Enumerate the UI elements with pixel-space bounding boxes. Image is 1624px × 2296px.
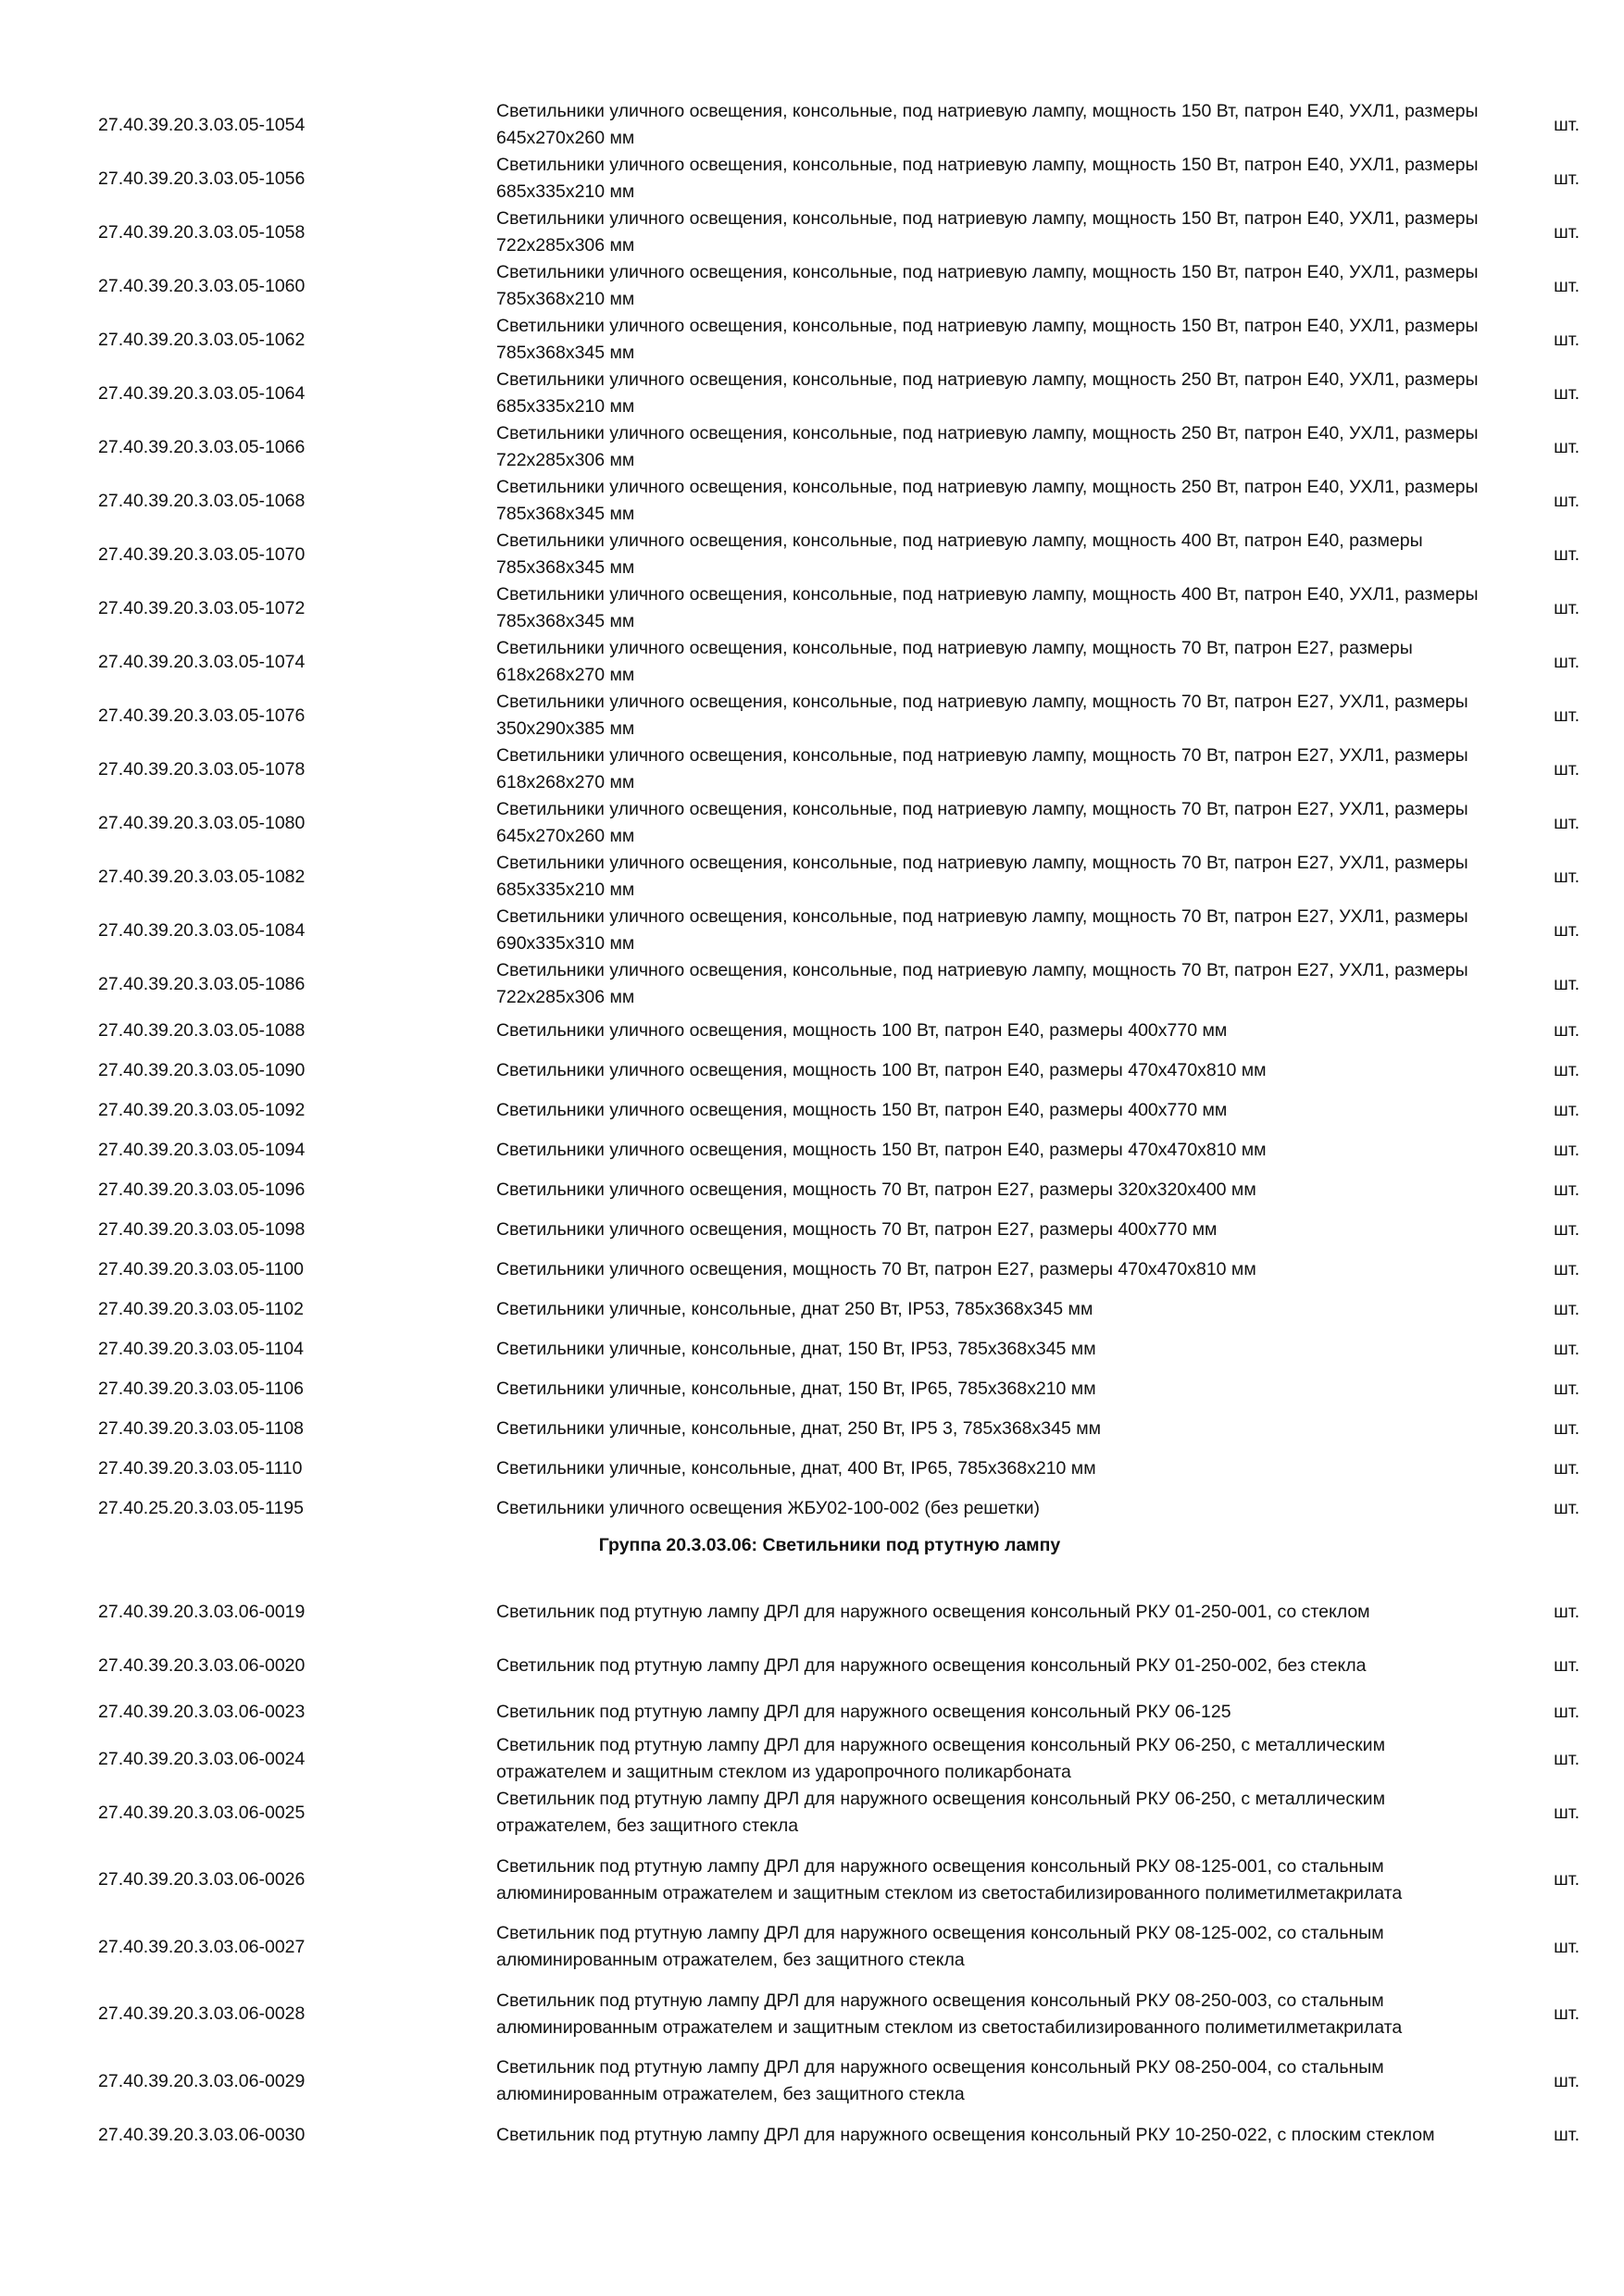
item-code: 27.40.39.20.3.03.05-1074 — [98, 651, 306, 672]
item-unit: шт. — [1554, 329, 1580, 350]
item-unit: шт. — [1554, 1179, 1580, 1200]
item-name: Светильники уличного освещения, консольные, под натриевую лампу, мощность 70 Вт, патрон Е27, УХЛ1, размеры 645х270х260 мм — [496, 799, 1468, 846]
table-row — [89, 1250, 1585, 1290]
item-code: 27.40.39.20.3.03.05-1068 — [98, 490, 306, 511]
item-unit: шт. — [1554, 1936, 1580, 1957]
table-row — [89, 2108, 1585, 2162]
item-name: Светильники уличного освещения, консольные, под натриевую лампу, мощность 250 Вт, патрон Е40, УХЛ1, размеры 722х285х306 мм — [496, 423, 1479, 470]
items-table-group-06 — [89, 1585, 1585, 2162]
table-row — [89, 1409, 1585, 1449]
table-row — [89, 1011, 1585, 1051]
item-name: Светильник под ртутную лампу ДРЛ для наружного освещения консольный РКУ 08-125-001, со стальным алюминированным отражателем и защитным стеклом из светостабилизированного полиметилметакрилата — [496, 1855, 1403, 1903]
item-code: 27.40.39.20.3.03.06-0030 — [98, 2124, 306, 2145]
table-row — [89, 474, 1585, 528]
item-name: Светильник под ртутную лампу ДРЛ для наружного освещения консольный РКУ 01-250-002, без стекла — [496, 1654, 1367, 1676]
item-name: Светильники уличные, консольные, днат 250 Вт, IP53, 785х368х345 мм — [496, 1299, 1093, 1319]
item-unit: шт. — [1554, 1219, 1580, 1240]
item-unit: шт. — [1554, 597, 1580, 618]
item-code: 27.40.39.20.3.03.05-1072 — [98, 597, 306, 618]
item-name: Светильники уличного освещения, консольные, под натриевую лампу, мощность 70 Вт, патрон Е27, размеры 618х268х270 мм — [496, 638, 1413, 685]
table-row — [89, 1920, 1585, 1974]
table-row — [89, 420, 1585, 474]
item-name: Светильники уличного освещения, консольные, под натриевую лампу, мощность 150 Вт, патрон Е40, УХЛ1, размеры 645х270х260 мм — [496, 101, 1479, 148]
item-name: Светильники уличные, консольные, днат, 150 Вт, IP53, 785х368х345 мм — [496, 1339, 1096, 1359]
table-row — [89, 904, 1585, 957]
table-row — [89, 635, 1585, 689]
item-code: 27.40.39.20.3.03.05-1056 — [98, 168, 306, 189]
table-row — [89, 1840, 1585, 1920]
table-row — [89, 1489, 1585, 1529]
item-unit: шт. — [1554, 1458, 1580, 1479]
item-name: Светильники уличного освещения, мощность 100 Вт, патрон Е40, размеры 400х770 мм — [496, 1020, 1228, 1041]
item-unit: шт. — [1554, 490, 1580, 511]
table-row — [89, 689, 1585, 742]
item-code: 27.40.39.20.3.03.05-1062 — [98, 329, 306, 350]
table-row — [89, 1692, 1585, 1732]
table-row — [89, 152, 1585, 206]
item-code: 27.40.39.20.3.03.05-1090 — [98, 1060, 306, 1080]
item-name: Светильник под ртутную лампу ДРЛ для наружного освещения консольный РКУ 08-250-004, со стальным алюминированным отражателем, без защитного стекла — [496, 2057, 1384, 2104]
item-unit: шт. — [1554, 1379, 1580, 1399]
item-name: Светильники уличные, консольные, днат, 150 Вт, IP65, 785х368х210 мм — [496, 1379, 1096, 1399]
item-code: 27.40.39.20.3.03.05-1084 — [98, 919, 306, 941]
item-name: Светильники уличного освещения, консольные, под натриевую лампу, мощность 70 Вт, патрон Е27, УХЛ1, размеры 722х285х306 мм — [496, 960, 1468, 1007]
table-row — [89, 1369, 1585, 1409]
item-code: 27.40.39.20.3.03.05-1064 — [98, 382, 306, 404]
item-code: 27.40.39.20.3.03.06-0025 — [98, 1802, 306, 1823]
item-name: Светильники уличного освещения, консольные, под натриевую лампу, мощность 150 Вт, патрон Е40, УХЛ1, размеры 785х368х210 мм — [496, 262, 1479, 309]
item-code: 27.40.39.20.3.03.05-1092 — [98, 1100, 306, 1120]
item-code: 27.40.39.20.3.03.05-1110 — [98, 1458, 303, 1479]
item-name: Светильники уличного освещения, консольные, под натриевую лампу, мощность 150 Вт, патрон Е40, УХЛ1, размеры 685х335х210 мм — [496, 155, 1479, 202]
table-row — [89, 1329, 1585, 1369]
item-name: Светильник под ртутную лампу ДРЛ для наружного освещения консольный РКУ 06-250, с металлическим отражателем, без защитного стекла — [496, 1789, 1385, 1836]
item-code: 27.40.39.20.3.03.05-1080 — [98, 812, 306, 833]
item-unit: шт. — [1554, 758, 1580, 780]
item-unit: шт. — [1554, 1702, 1580, 1722]
item-code: 27.40.39.20.3.03.06-0029 — [98, 2070, 306, 2091]
table-row — [89, 259, 1585, 313]
table-row — [89, 742, 1585, 796]
table-row — [89, 313, 1585, 367]
item-unit: шт. — [1554, 919, 1580, 941]
table-row — [89, 98, 1585, 152]
item-name: Светильник под ртутную лампу ДРЛ для наружного освещения консольный РКУ 06-250, с металлическим отражателем и защитным стеклом из ударопрочного поликарбоната — [496, 1735, 1385, 1782]
item-code: 27.40.39.20.3.03.05-1086 — [98, 973, 306, 994]
table-row — [89, 1639, 1585, 1692]
item-unit: шт. — [1554, 2003, 1580, 2024]
item-unit: шт. — [1554, 543, 1580, 565]
item-unit: шт. — [1554, 1020, 1580, 1041]
item-name: Светильники уличного освещения, консольные, под натриевую лампу, мощность 400 Вт, патрон Е40, УХЛ1, размеры 785х368х345 мм — [496, 584, 1479, 631]
item-code: 27.40.39.20.3.03.06-0020 — [98, 1654, 306, 1676]
item-unit: шт. — [1554, 436, 1580, 457]
item-name: Светильники уличного освещения, мощность 70 Вт, патрон Е27, размеры 320х320х400 мм — [496, 1179, 1256, 1200]
item-code: 27.40.39.20.3.03.05-1054 — [98, 114, 306, 135]
item-name: Светильники уличного освещения, мощность 70 Вт, патрон Е27, размеры 470х470х810 мм — [496, 1259, 1256, 1279]
item-code: 27.40.39.20.3.03.05-1058 — [98, 221, 306, 243]
item-unit: шт. — [1554, 973, 1580, 994]
table-row — [89, 1091, 1585, 1130]
item-unit: шт. — [1554, 1339, 1580, 1359]
item-code: 27.40.39.20.3.03.05-1060 — [98, 275, 306, 296]
item-name: Светильники уличного освещения, консольные, под натриевую лампу, мощность 70 Вт, патрон Е27, УХЛ1, размеры 350х290х385 мм — [496, 692, 1468, 739]
table-row — [89, 850, 1585, 904]
item-code: 27.40.39.20.3.03.06-0019 — [98, 1601, 306, 1622]
item-unit: шт. — [1554, 866, 1580, 887]
item-unit: шт. — [1554, 651, 1580, 672]
item-code: 27.40.39.20.3.03.05-1096 — [98, 1179, 306, 1200]
item-code: 27.40.39.20.3.03.05-1088 — [98, 1020, 306, 1041]
item-name: Светильник под ртутную лампу ДРЛ для наружного освещения консольный РКУ 06-125 — [496, 1702, 1231, 1722]
item-name: Светильники уличного освещения, консольные, под натриевую лампу, мощность 400 Вт, патрон Е40, размеры 785х368х345 мм — [496, 530, 1423, 578]
item-code: 27.40.39.20.3.03.06-0023 — [98, 1702, 306, 1722]
item-code: 27.40.25.20.3.03.05-1195 — [98, 1498, 304, 1518]
item-name: Светильники уличного освещения, консольные, под натриевую лампу, мощность 250 Вт, патрон Е40, УХЛ1, размеры 685х335х210 мм — [496, 369, 1479, 417]
table-row — [89, 1051, 1585, 1091]
item-unit: шт. — [1554, 275, 1580, 296]
table-row — [89, 1449, 1585, 1489]
item-name: Светильники уличного освещения, консольные, под натриевую лампу, мощность 250 Вт, патрон Е40, УХЛ1, размеры 785х368х345 мм — [496, 477, 1479, 524]
item-code: 27.40.39.20.3.03.06-0024 — [98, 1748, 306, 1769]
item-unit: шт. — [1554, 382, 1580, 404]
item-unit: шт. — [1554, 1418, 1580, 1439]
item-code: 27.40.39.20.3.03.05-1076 — [98, 705, 306, 726]
item-unit: шт. — [1554, 168, 1580, 189]
item-code: 27.40.39.20.3.03.05-1066 — [98, 436, 306, 457]
table-row — [89, 1290, 1585, 1329]
table-row — [89, 367, 1585, 420]
item-code: 27.40.39.20.3.03.06-0027 — [98, 1936, 306, 1957]
table-row — [89, 957, 1585, 1011]
table-row — [89, 2054, 1585, 2108]
item-unit: шт. — [1554, 705, 1580, 726]
item-name: Светильники уличного освещения, мощность 150 Вт, патрон Е40, размеры 470х470х810 мм — [496, 1140, 1267, 1160]
item-code: 27.40.39.20.3.03.05-1108 — [98, 1418, 304, 1439]
item-unit: шт. — [1554, 2124, 1580, 2145]
item-unit: шт. — [1554, 1654, 1580, 1676]
table-row — [89, 1585, 1585, 1639]
item-unit: шт. — [1554, 2070, 1580, 2091]
item-unit: шт. — [1554, 1802, 1580, 1823]
item-unit: шт. — [1554, 812, 1580, 833]
item-name: Светильники уличного освещения, мощность 70 Вт, патрон Е27, размеры 400х770 мм — [496, 1219, 1218, 1240]
item-name: Светильник под ртутную лампу ДРЛ для наружного освещения консольный РКУ 01-250-001, со стеклом — [496, 1601, 1370, 1622]
item-unit: шт. — [1554, 1748, 1580, 1769]
item-name: Светильники уличного освещения, консольные, под натриевую лампу, мощность 70 Вт, патрон Е27, УХЛ1, размеры 685х335х210 мм — [496, 853, 1468, 900]
item-code: 27.40.39.20.3.03.05-1100 — [98, 1259, 304, 1279]
item-name: Светильники уличного освещения, мощность 100 Вт, патрон Е40, размеры 470х470х810 мм — [496, 1060, 1267, 1080]
item-unit: шт. — [1554, 1259, 1580, 1279]
item-code: 27.40.39.20.3.03.05-1102 — [98, 1299, 304, 1319]
item-unit: шт. — [1554, 1060, 1580, 1080]
item-code: 27.40.39.20.3.03.05-1094 — [98, 1140, 306, 1160]
item-unit: шт. — [1554, 221, 1580, 243]
table-row — [89, 1210, 1585, 1250]
item-code: 27.40.39.20.3.03.06-0026 — [98, 1869, 306, 1890]
item-name: Светильник под ртутную лампу ДРЛ для наружного освещения консольный РКУ 08-250-003, со стальным алюминированным отражателем и защитным стеклом из светостабилизированного полиметилметакрилата — [496, 1990, 1403, 2038]
item-unit: шт. — [1554, 1869, 1580, 1890]
table-row — [89, 1130, 1585, 1170]
table-row — [89, 796, 1585, 850]
items-table-group-05 — [89, 98, 1585, 1529]
item-name: Светильники уличного освещения, консольные, под натриевую лампу, мощность 150 Вт, патрон Е40, УХЛ1, размеры 785х368х345 мм — [496, 316, 1479, 363]
item-name: Светильники уличного освещения, консольные, под натриевую лампу, мощность 70 Вт, патрон Е27, УХЛ1, размеры 690х335х310 мм — [496, 906, 1468, 954]
item-unit: шт. — [1554, 1100, 1580, 1120]
table-row — [89, 1732, 1585, 1786]
table-row — [89, 1786, 1585, 1840]
item-name: Светильники уличные, консольные, днат, 400 Вт, IP65, 785х368х210 мм — [496, 1458, 1096, 1479]
item-name: Светильник под ртутную лампу ДРЛ для наружного освещения консольный РКУ 10-250-022, с плоским стеклом — [496, 2124, 1435, 2145]
item-code: 27.40.39.20.3.03.06-0028 — [98, 2003, 306, 2024]
item-code: 27.40.39.20.3.03.05-1098 — [98, 1219, 306, 1240]
item-unit: шт. — [1554, 1299, 1580, 1319]
item-unit: шт. — [1554, 1140, 1580, 1160]
table-row — [89, 528, 1585, 581]
table-row — [89, 1170, 1585, 1210]
item-unit: шт. — [1554, 114, 1580, 135]
item-unit: шт. — [1554, 1498, 1580, 1518]
table-row — [89, 1974, 1585, 2054]
item-name: Светильники уличные, консольные, днат, 250 Вт, IP5 3, 785х368х345 мм — [496, 1418, 1102, 1439]
item-name: Светильники уличного освещения ЖБУ02-100-002 (без решетки) — [496, 1498, 1040, 1518]
group-heading: Группа 20.3.03.06: Светильники под ртутную лампу — [598, 1535, 1061, 1555]
table-row — [89, 206, 1585, 259]
item-code: 27.40.39.20.3.03.05-1070 — [98, 543, 306, 565]
item-name: Светильники уличного освещения, консольные, под натриевую лампу, мощность 150 Вт, патрон Е40, УХЛ1, размеры 722х285х306 мм — [496, 208, 1479, 256]
item-code: 27.40.39.20.3.03.05-1104 — [98, 1339, 304, 1359]
item-code: 27.40.39.20.3.03.05-1106 — [98, 1379, 304, 1399]
item-name: Светильник под ртутную лампу ДРЛ для наружного освещения консольный РКУ 08-125-002, со стальным алюминированным отражателем, без защитного стекла — [496, 1923, 1384, 1970]
item-code: 27.40.39.20.3.03.05-1082 — [98, 866, 306, 887]
item-name: Светильники уличного освещения, мощность 150 Вт, патрон Е40, размеры 400х770 мм — [496, 1100, 1228, 1120]
item-code: 27.40.39.20.3.03.05-1078 — [98, 758, 306, 780]
item-unit: шт. — [1554, 1601, 1580, 1622]
item-name: Светильники уличного освещения, консольные, под натриевую лампу, мощность 70 Вт, патрон Е27, УХЛ1, размеры 618х268х270 мм — [496, 745, 1468, 792]
table-row — [89, 581, 1585, 635]
